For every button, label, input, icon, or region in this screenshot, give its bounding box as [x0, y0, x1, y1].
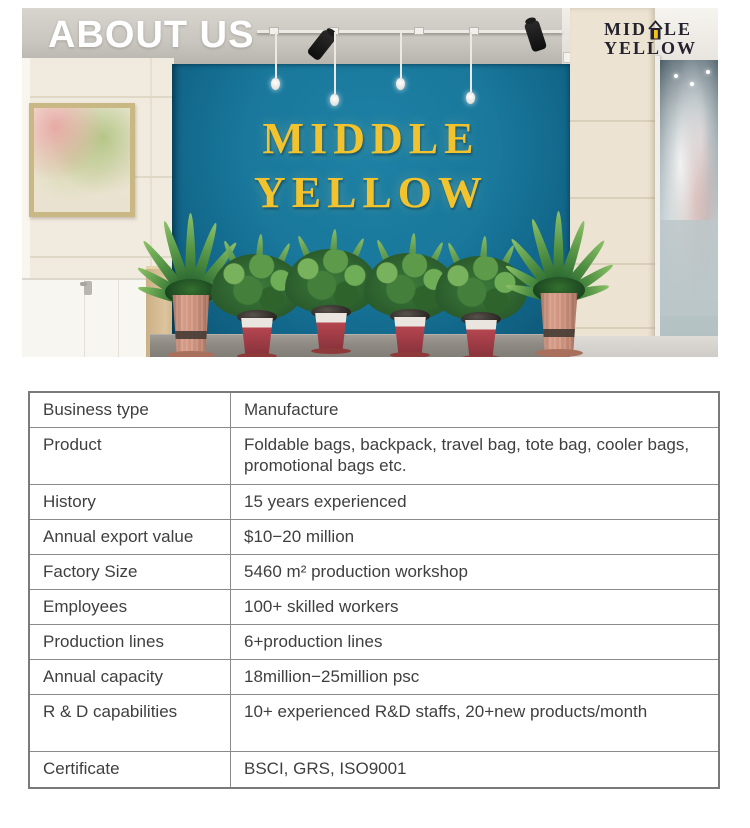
water-tap [84, 281, 92, 295]
page-title: ABOUT US [48, 14, 255, 56]
landscape-painting [29, 103, 135, 217]
row-value-cell: Foldable bags, backpack, travel bag, tote bag, cooler bags, promotional bags etc. [231, 427, 720, 484]
table-row [29, 392, 719, 427]
row-value-cell: 6+production lines [231, 624, 720, 659]
hanging-lamp-icon [396, 78, 405, 90]
row-label-cell: Business type [29, 392, 231, 427]
row-label-cell: Certificate [29, 751, 231, 788]
red-pot [392, 317, 428, 355]
lamp-cord [275, 32, 277, 78]
row-value-cell: 10+ experienced R&D staffs, 20+new products/month [231, 694, 720, 751]
house-door-icon [648, 20, 663, 40]
terracotta-pot [171, 295, 211, 353]
row-label-cell: Employees [29, 589, 231, 624]
row-value-cell: BSCI, GRS, ISO9001 [231, 751, 720, 788]
pot-saucer [390, 352, 430, 357]
row-label-cell: Product [29, 427, 231, 484]
lamp-cord [470, 32, 472, 92]
table-row [29, 427, 719, 484]
row-label-cell: Annual export value [29, 519, 231, 554]
pot-saucer [311, 348, 351, 354]
hanging-lamp-icon [466, 92, 475, 104]
wall-text-line2: YELLOW [253, 168, 489, 217]
red-pot [463, 320, 499, 357]
ceiling-light-dot [706, 70, 710, 74]
red-pot [239, 318, 275, 356]
row-label-cell: Factory Size [29, 554, 231, 589]
row-label-cell: R & D capabilities [29, 694, 231, 751]
lamp-cord [400, 32, 402, 78]
pot-saucer [237, 353, 277, 357]
lamp-cord [334, 32, 336, 94]
table-row [29, 589, 719, 624]
table-row [29, 554, 719, 589]
pot-saucer [535, 349, 583, 357]
row-value-cell: 15 years experienced [231, 484, 720, 519]
ceiling-light-dot [674, 74, 678, 78]
potted-plant [499, 211, 619, 357]
logo-text-mid: MID [604, 19, 647, 39]
table-row [29, 624, 719, 659]
pot-saucer [461, 355, 501, 357]
wall-brand-text [172, 112, 570, 220]
track-connector [414, 27, 424, 35]
light-track-rail [257, 30, 562, 33]
hanging-lamp-icon [271, 78, 280, 90]
logo-text-le: LE [664, 19, 693, 39]
table-row [29, 519, 719, 554]
hanging-lamp-icon [330, 94, 339, 106]
logo-line1 [604, 20, 716, 39]
company-info-table [28, 391, 720, 789]
row-value-cell: Manufacture [231, 392, 720, 427]
row-value-cell: 5460 m² production workshop [231, 554, 720, 589]
factory-photo [22, 8, 718, 357]
row-label-cell: History [29, 484, 231, 519]
track-connector [269, 27, 279, 35]
red-pot [313, 313, 349, 351]
table-row [29, 694, 719, 751]
row-value-cell: $10−20 million [231, 519, 720, 554]
terracotta-pot [539, 293, 579, 351]
brand-logo [604, 20, 716, 58]
table-row [29, 659, 719, 694]
row-label-cell: Production lines [29, 624, 231, 659]
ceiling-light-dot [690, 82, 694, 86]
table-row [29, 751, 719, 788]
table-row [29, 484, 719, 519]
logo-line2: YELLOW [604, 38, 698, 58]
row-value-cell: 18million−25million psc [231, 659, 720, 694]
row-value-cell: 100+ skilled workers [231, 589, 720, 624]
row-label-cell: Annual capacity [29, 659, 231, 694]
wall-text-line1: MIDDLE [262, 114, 480, 163]
frosted-glass [660, 220, 718, 316]
